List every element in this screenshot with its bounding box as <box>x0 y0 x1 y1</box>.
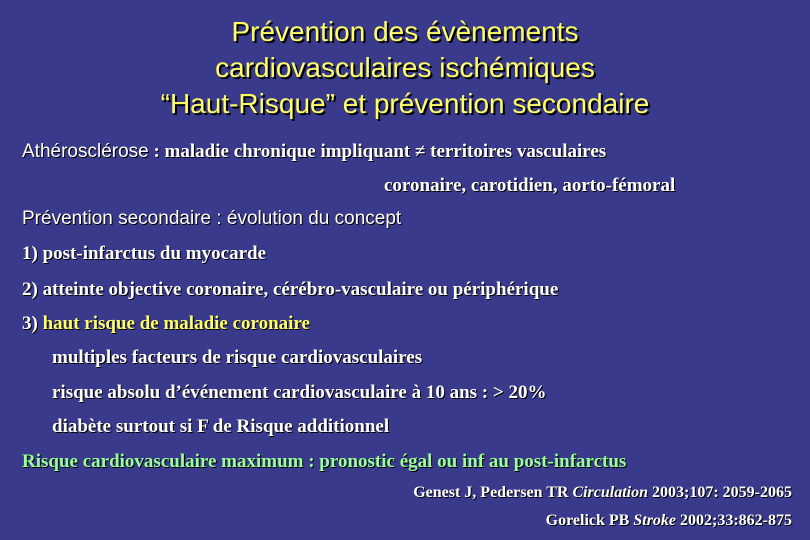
sub-item-3: diabète surtout si F de Risque additionnel <box>52 416 390 437</box>
list-item-3-highlight: haut risque de maladie coronaire <box>42 313 310 334</box>
atherosclerosis-territories: coronaire, carotidien, aorto-fémoral <box>384 175 676 196</box>
atherosclerosis-label: Athérosclérose <box>22 141 149 162</box>
slide-title <box>0 14 810 122</box>
sub-item-1: multiples facteurs de risque cardiovasculaires <box>52 347 423 368</box>
reference-1-authors: Genest J, Pedersen TR <box>413 484 573 501</box>
reference-1-details: 2003;107: 2059-2065 <box>648 484 792 501</box>
title-line-1: Prévention des évènements <box>231 16 579 47</box>
sub-item-2: risque absolu d’événement cardiovasculaire à 10 ans : > 20% <box>52 382 547 403</box>
title-line-3: “Haut-Risque” et prévention secondaire <box>160 88 650 119</box>
list-item-3-prefix: 3) <box>22 313 43 334</box>
conclusion-line: Risque cardiovasculaire maximum : pronostic égal ou inf au post-infarctus <box>22 451 627 472</box>
reference-2-details: 2002;33:862-875 <box>676 512 792 529</box>
reference-1 <box>413 484 792 502</box>
reference-2-journal: Stroke <box>633 512 677 529</box>
list-item-2: 2) atteinte objective coronaire, cérébro-vasculaire ou périphérique <box>22 279 559 300</box>
atherosclerosis-text: : maladie chronique impliquant ≠ territoires vasculaires <box>148 141 607 162</box>
list-item-3 <box>22 313 310 335</box>
reference-1-journal: Circulation <box>572 484 649 501</box>
reference-2 <box>546 512 792 530</box>
atherosclerosis-line <box>22 141 606 163</box>
title-line-2: cardiovasculaires ischémiques <box>215 52 595 83</box>
list-item-1: 1) post-infarctus du myocarde <box>22 243 267 264</box>
reference-2-authors: Gorelick PB <box>545 512 634 529</box>
prevention-heading: Prévention secondaire : évolution du concept <box>22 208 402 229</box>
